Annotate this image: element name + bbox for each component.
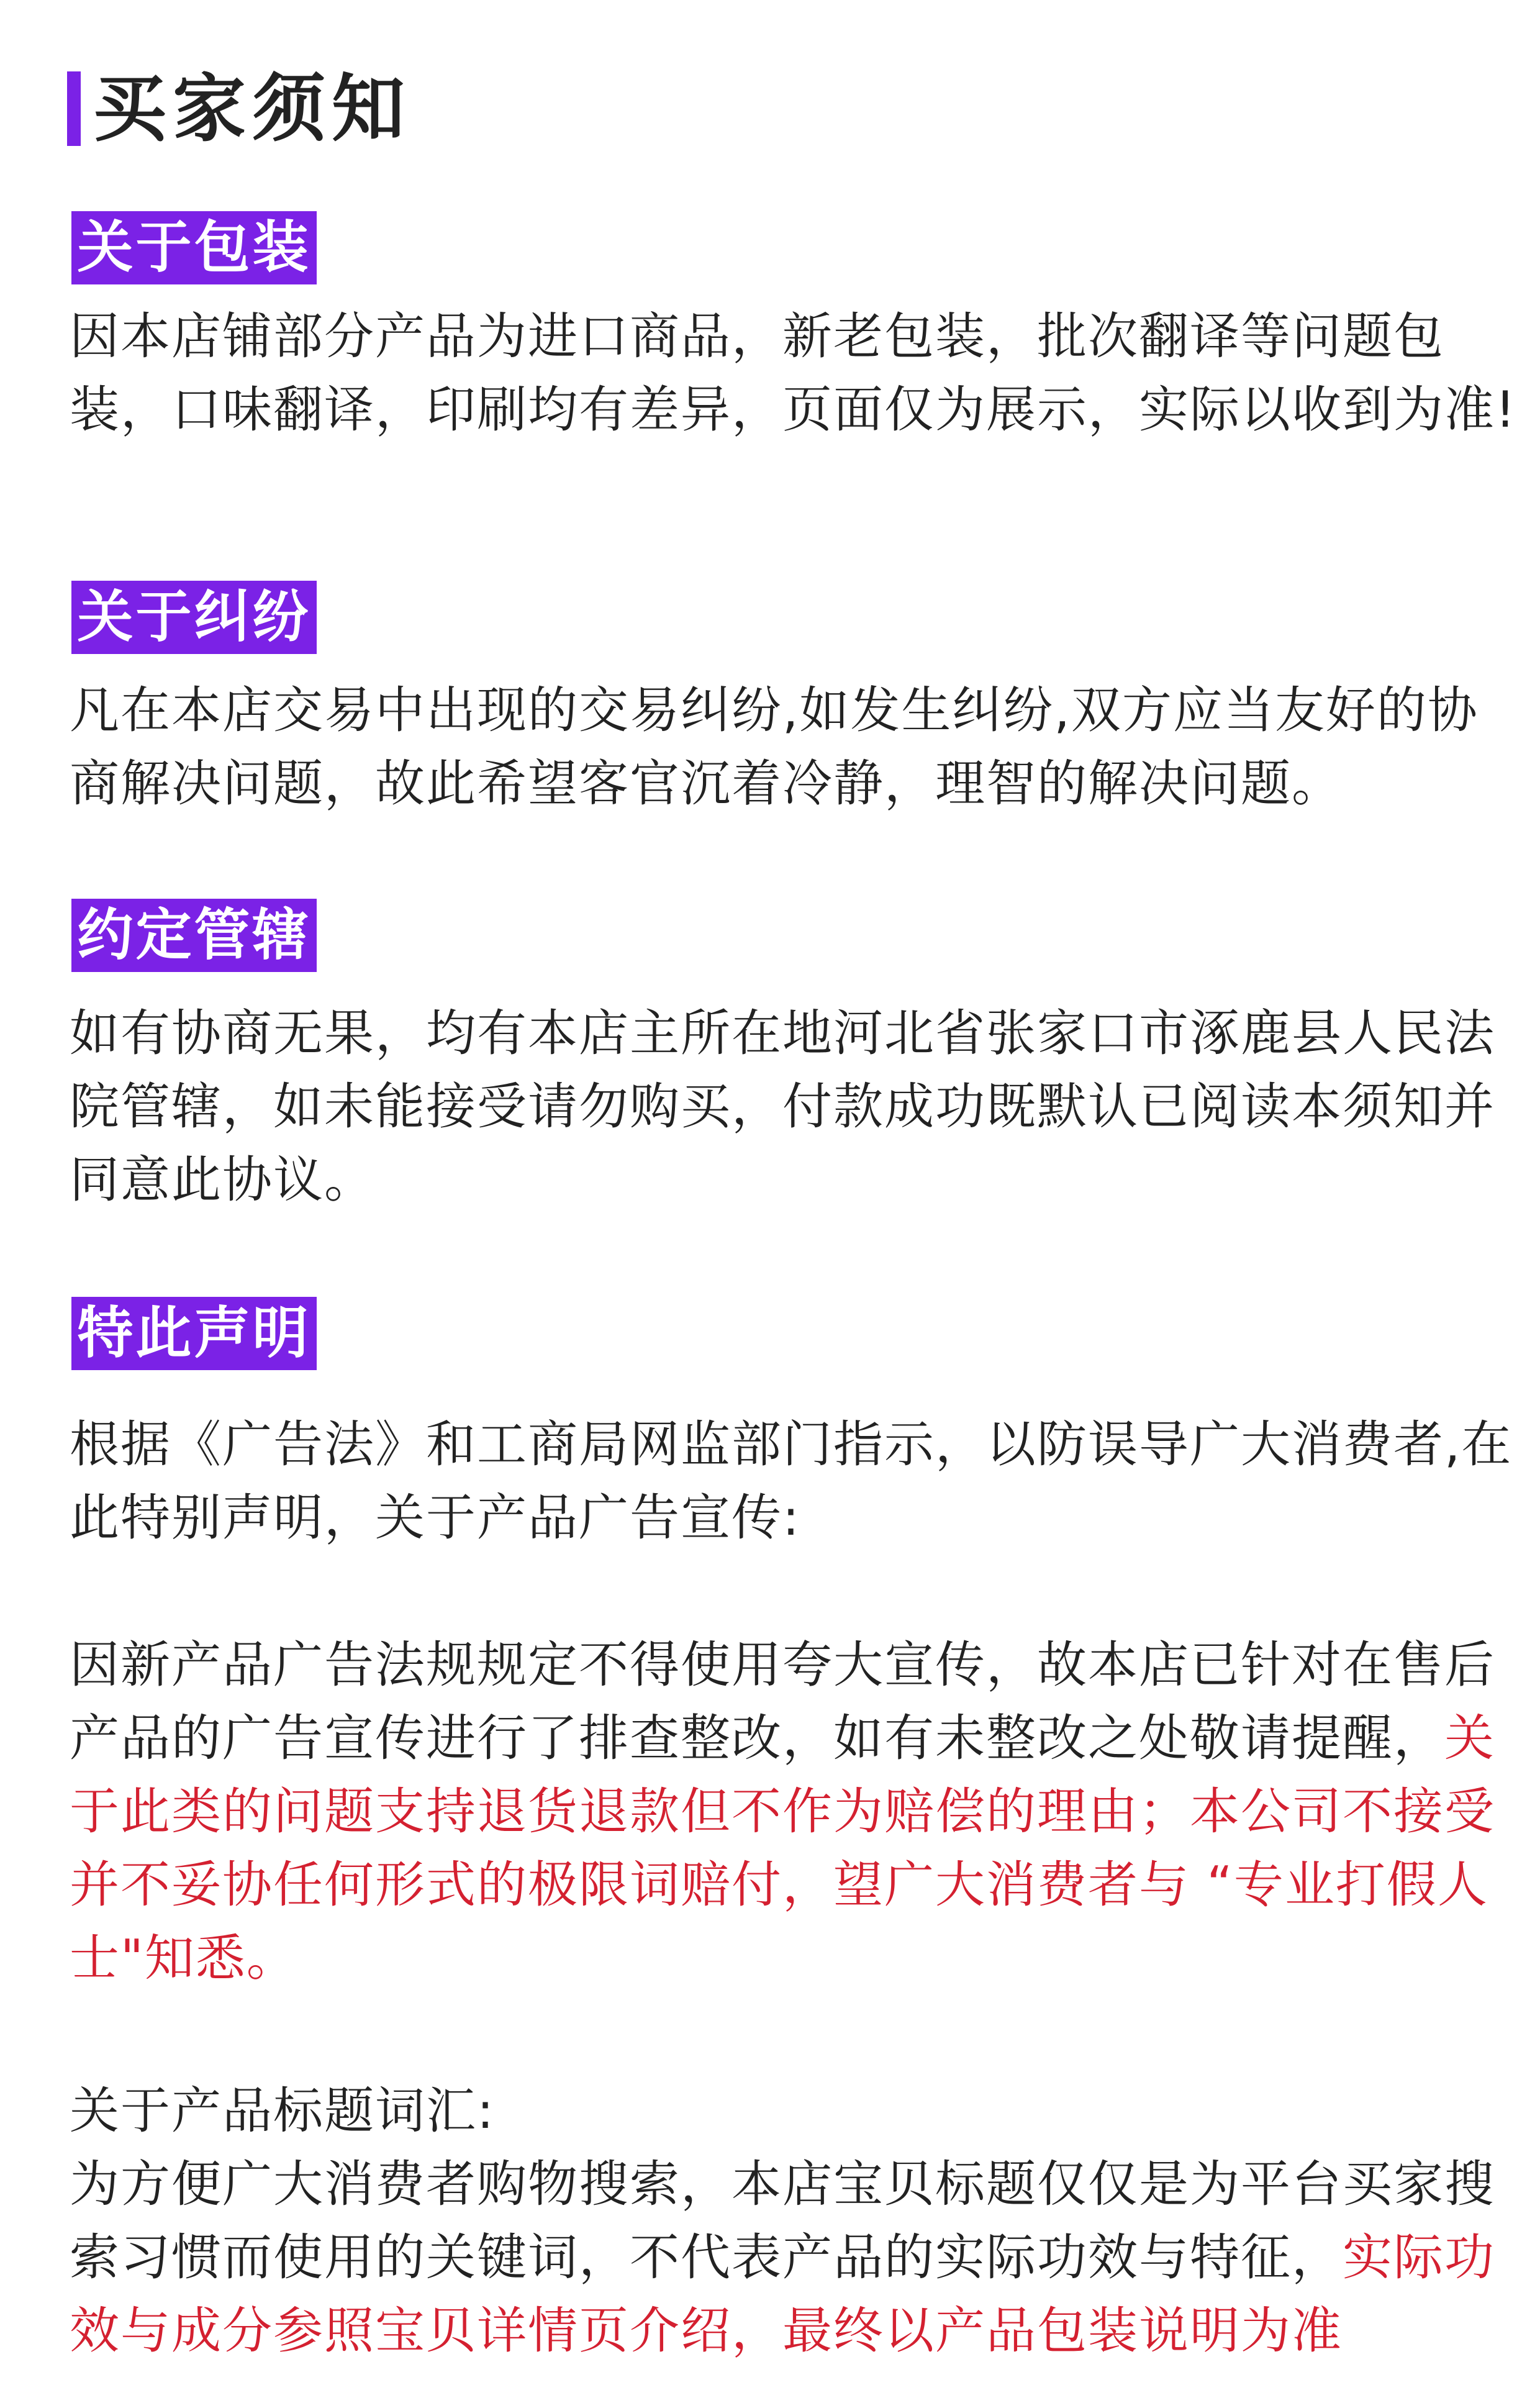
statement-paragraph-3-normal: 为方便广大消费者购物搜索，本店宝贝标题仅仅是为平台买家搜索习惯而使用的关键词，不代表产品的实际功效与特征， bbox=[70, 2155, 1495, 2286]
statement-paragraph-2-red: 关于此类的问题支持退货退款但不作为赔偿的理由；本公司不接受并不妥协任何形式的极限词赔付，望广大消费者与 “专业打假人士"知悉。 bbox=[70, 1709, 1495, 1987]
page-title-text: 买家须知 bbox=[93, 66, 412, 152]
statement-paragraph-2-normal: 因新产品广告法规规定不得使用夸大宣传，故本店已针对在售后产品的广告宣传进行了排查整改，如有未整改之处敬请提醒， bbox=[70, 1636, 1495, 1767]
section-label-statement: 特此声明 bbox=[71, 1297, 317, 1370]
disputes-text: 凡在本店交易中出现的交易纠纷,如发生纠纷,双方应当友好的协商解决问题，故此希望客官沉着冷静，理智的解决问题。 bbox=[70, 681, 1479, 812]
packaging-text: 因本店铺部分产品为进口商品，新老包装，批次翻译等问题包装，口味翻译，印刷均有差异，页面仅为展示，实际以收到为准! bbox=[70, 307, 1517, 438]
section-label-jurisdiction: 约定管辖 bbox=[71, 899, 317, 972]
statement-paragraph-2 bbox=[70, 1629, 1523, 1995]
statement-intro: 根据《广告法》和工商局网监部门指示，以防误导广大消费者,在此特别声明，关于产品广告宣传: bbox=[70, 1415, 1513, 1547]
section-label-disputes: 关于纠纷 bbox=[71, 581, 317, 654]
section-label-packaging: 关于包装 bbox=[71, 211, 317, 284]
title-accent-bar bbox=[67, 71, 81, 146]
statement-paragraph-3 bbox=[70, 2148, 1523, 2368]
page-title bbox=[67, 65, 411, 152]
jurisdiction-text: 如有协商无果，均有本店主所在地河北省张家口市涿鹿县人民法院管辖，如未能接受请勿购买，付款成功既默认已阅读本须知并同意此协议。 bbox=[70, 1004, 1495, 1209]
statement-paragraph-3-red: 实际功效与成分参照宝贝详情页介绍，最终以产品包装说明为准 bbox=[70, 2228, 1495, 2360]
title-vocabulary-heading: 关于产品标题词汇: bbox=[70, 2082, 495, 2140]
